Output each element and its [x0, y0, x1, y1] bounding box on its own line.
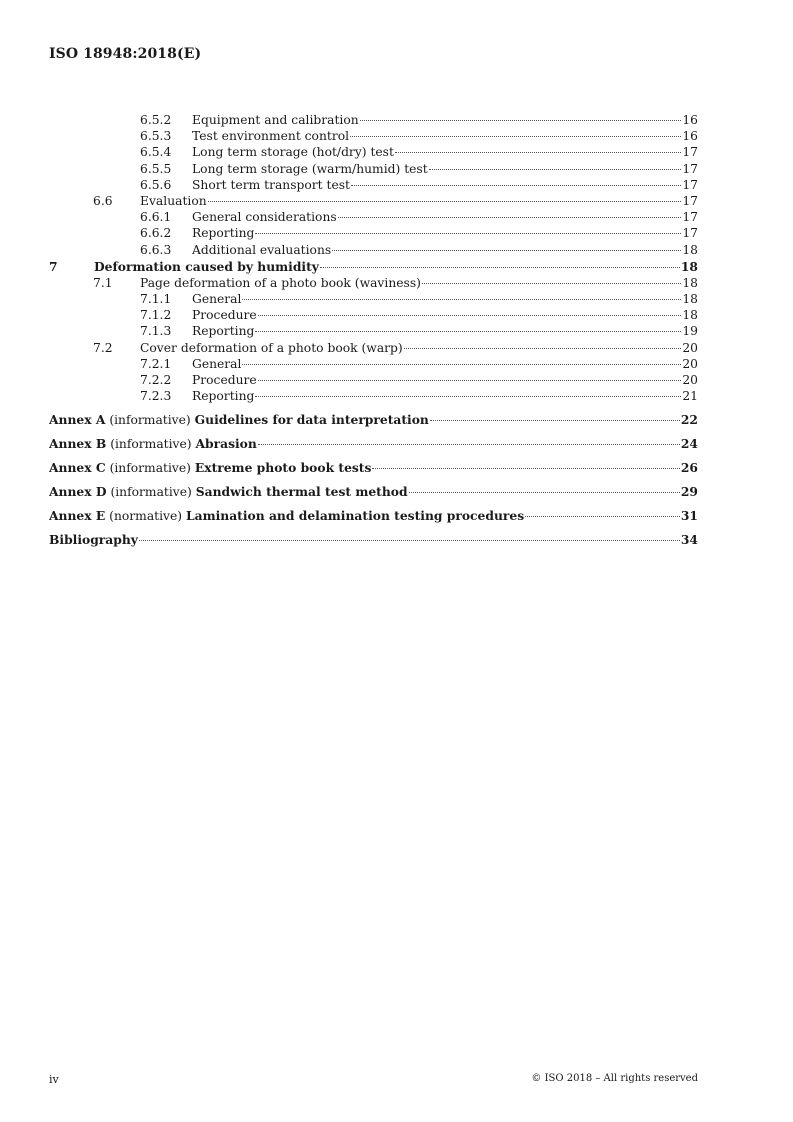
toc-annex-entry[interactable] — [49, 460, 698, 476]
annex-title: Extreme photo book tests — [194, 460, 372, 476]
toc-entry-page: 17 — [682, 161, 698, 176]
toc-annex-entry[interactable] — [49, 412, 698, 428]
toc-entry[interactable] — [49, 340, 698, 356]
toc-entry-number: 6.5.4 — [140, 145, 172, 160]
toc-entry[interactable] — [49, 372, 698, 388]
toc-entry-title: General considerations — [192, 210, 337, 225]
dot-leader — [395, 152, 681, 153]
toc-entry-page: 17 — [682, 177, 698, 192]
toc-entry-title: Long term storage (warm/humid) test — [192, 161, 428, 176]
toc-entry-page: 18 — [682, 292, 698, 307]
dot-leader — [429, 169, 682, 170]
annex-page: 26 — [680, 460, 698, 476]
annex-page: 24 — [680, 436, 698, 452]
toc-entry-title: General — [192, 356, 242, 371]
toc-entry-title: Short term transport test — [192, 177, 350, 192]
annex-label: Annex A — [49, 412, 106, 428]
toc-entry-number: 7.1.2 — [140, 308, 172, 323]
bibliography-title: Bibliography — [49, 532, 138, 548]
dot-leader — [255, 233, 681, 234]
toc-entry-page: 17 — [682, 226, 698, 241]
toc-entry[interactable] — [49, 112, 698, 128]
toc-entry[interactable] — [49, 259, 698, 275]
dot-leader — [258, 444, 680, 445]
toc-entry[interactable] — [49, 275, 698, 291]
footer-copyright: © ISO 2018 – All rights reserved — [531, 1073, 698, 1084]
toc-entry-number: 7.1 — [93, 275, 113, 290]
toc-entry-title: Cover deformation of a photo book (warp) — [140, 340, 403, 355]
toc-entry[interactable] — [49, 177, 698, 193]
toc-entry-title: Equipment and calibration — [192, 113, 359, 127]
dot-leader — [525, 516, 680, 517]
annex-type: (normative) — [109, 509, 183, 524]
dot-leader — [360, 120, 682, 121]
annex-title: Lamination and delamination testing procedures — [185, 508, 525, 524]
toc-entry-page: 20 — [682, 340, 698, 355]
toc-entry-page: 16 — [682, 129, 698, 144]
annex-page: 29 — [680, 484, 698, 500]
toc-entry-page: 18 — [682, 242, 698, 257]
dot-leader — [430, 420, 680, 421]
dot-leader — [242, 299, 681, 300]
toc-entry-page: 21 — [682, 389, 698, 404]
toc-entry[interactable] — [49, 307, 698, 323]
toc-entry[interactable] — [49, 323, 698, 339]
toc-annex-entry[interactable] — [49, 508, 698, 524]
annex-type: (informative) — [109, 461, 191, 476]
toc-entry[interactable] — [49, 144, 698, 160]
dot-leader — [351, 185, 681, 186]
toc-entry-title: Long term storage (hot/dry) test — [192, 145, 394, 160]
toc-annex-entry[interactable] — [49, 484, 698, 500]
toc-entry-page: 17 — [682, 145, 698, 160]
toc-entry[interactable] — [49, 193, 698, 209]
toc-entry-number: 7.2 — [93, 340, 113, 355]
toc-annex-entry[interactable] — [49, 436, 698, 452]
toc-entry-title: Page deformation of a photo book (waviness) — [140, 275, 421, 290]
toc-bibliography-entry[interactable] — [49, 532, 698, 548]
dot-leader — [242, 364, 681, 365]
toc-entry[interactable] — [49, 242, 698, 258]
toc-entry-title: Reporting — [192, 389, 255, 404]
dot-leader — [258, 380, 682, 381]
toc-entry-title: Reporting — [192, 324, 255, 339]
toc-entry-page: 17 — [682, 193, 698, 208]
toc-entry-number: 6.5.3 — [140, 129, 172, 144]
toc-entry-title: Evaluation — [140, 193, 207, 208]
toc-entry-number: 7.2.3 — [140, 389, 172, 404]
annex-label: Annex B — [49, 436, 107, 452]
toc-entry-number: 6.5.2 — [140, 113, 172, 127]
toc-entry-title: General — [192, 292, 242, 307]
toc-entry-title: Additional evaluations — [192, 242, 332, 257]
toc-entry[interactable] — [49, 161, 698, 177]
toc-entry[interactable] — [49, 356, 698, 372]
toc-entry-number: 7.2.2 — [140, 373, 172, 387]
toc-entry-number: 6.6.2 — [140, 226, 172, 241]
annex-title: Sandwich thermal test method — [195, 484, 408, 500]
toc-entry-title: Reporting — [192, 226, 255, 241]
toc-entry-number: 7.2.1 — [140, 356, 172, 371]
table-of-contents — [49, 112, 698, 548]
toc-entry-title: Deformation caused by humidity — [94, 258, 319, 274]
toc-entry-number: 7.1.3 — [140, 324, 172, 339]
dot-leader — [338, 217, 682, 218]
footer-page-number: iv — [49, 1073, 59, 1086]
toc-entry-title: Procedure — [192, 373, 257, 387]
dot-leader — [320, 267, 680, 268]
annex-type: (informative) — [109, 413, 191, 428]
dot-leader — [139, 540, 680, 541]
dot-leader — [372, 468, 679, 469]
annex-page: 31 — [680, 508, 698, 524]
annex-title: Guidelines for data interpretation — [194, 412, 429, 428]
dot-leader — [422, 283, 681, 284]
toc-entry-page: 18 — [682, 308, 698, 323]
toc-entry-page: 16 — [682, 113, 698, 127]
dot-leader — [258, 315, 682, 316]
toc-entry-page: 18 — [680, 258, 698, 274]
dot-leader — [350, 136, 681, 137]
toc-entry-number: 6.6 — [93, 193, 113, 208]
toc-entry-number: 6.5.5 — [140, 161, 172, 176]
bibliography-page: 34 — [680, 532, 698, 548]
annex-label: Annex D — [49, 484, 107, 500]
annex-type: (informative) — [110, 485, 192, 500]
toc-entry-number: 6.5.6 — [140, 177, 172, 192]
toc-entry-number: 6.6.1 — [140, 210, 172, 225]
toc-entry-page: 19 — [682, 324, 698, 339]
toc-entry[interactable] — [49, 128, 698, 144]
annex-type: (informative) — [110, 437, 192, 452]
dot-leader — [255, 396, 681, 397]
toc-entry-number: 6.6.3 — [140, 242, 172, 257]
annex-label: Annex E — [49, 508, 106, 524]
toc-entry[interactable] — [49, 209, 698, 225]
dot-leader — [409, 492, 680, 493]
toc-entry[interactable] — [49, 388, 698, 404]
document-header: ISO 18948:2018(E) — [49, 46, 202, 62]
toc-entry[interactable] — [49, 291, 698, 307]
dot-leader — [208, 201, 682, 202]
toc-entry-page: 20 — [682, 373, 698, 387]
dot-leader — [255, 331, 681, 332]
toc-entry[interactable] — [49, 225, 698, 241]
toc-entry-title: Test environment control — [192, 129, 350, 144]
annex-title: Abrasion — [195, 436, 257, 452]
annex-label: Annex C — [49, 460, 106, 476]
annex-page: 22 — [680, 412, 698, 428]
toc-entry-page: 18 — [682, 275, 698, 290]
toc-entry-number: 7.1.1 — [140, 292, 172, 307]
toc-entry-page: 20 — [682, 356, 698, 371]
dot-leader — [404, 348, 682, 349]
toc-entry-title: Procedure — [192, 308, 257, 323]
dot-leader — [332, 250, 681, 251]
toc-entry-number: 7 — [49, 258, 58, 274]
toc-entry-page: 17 — [682, 210, 698, 225]
